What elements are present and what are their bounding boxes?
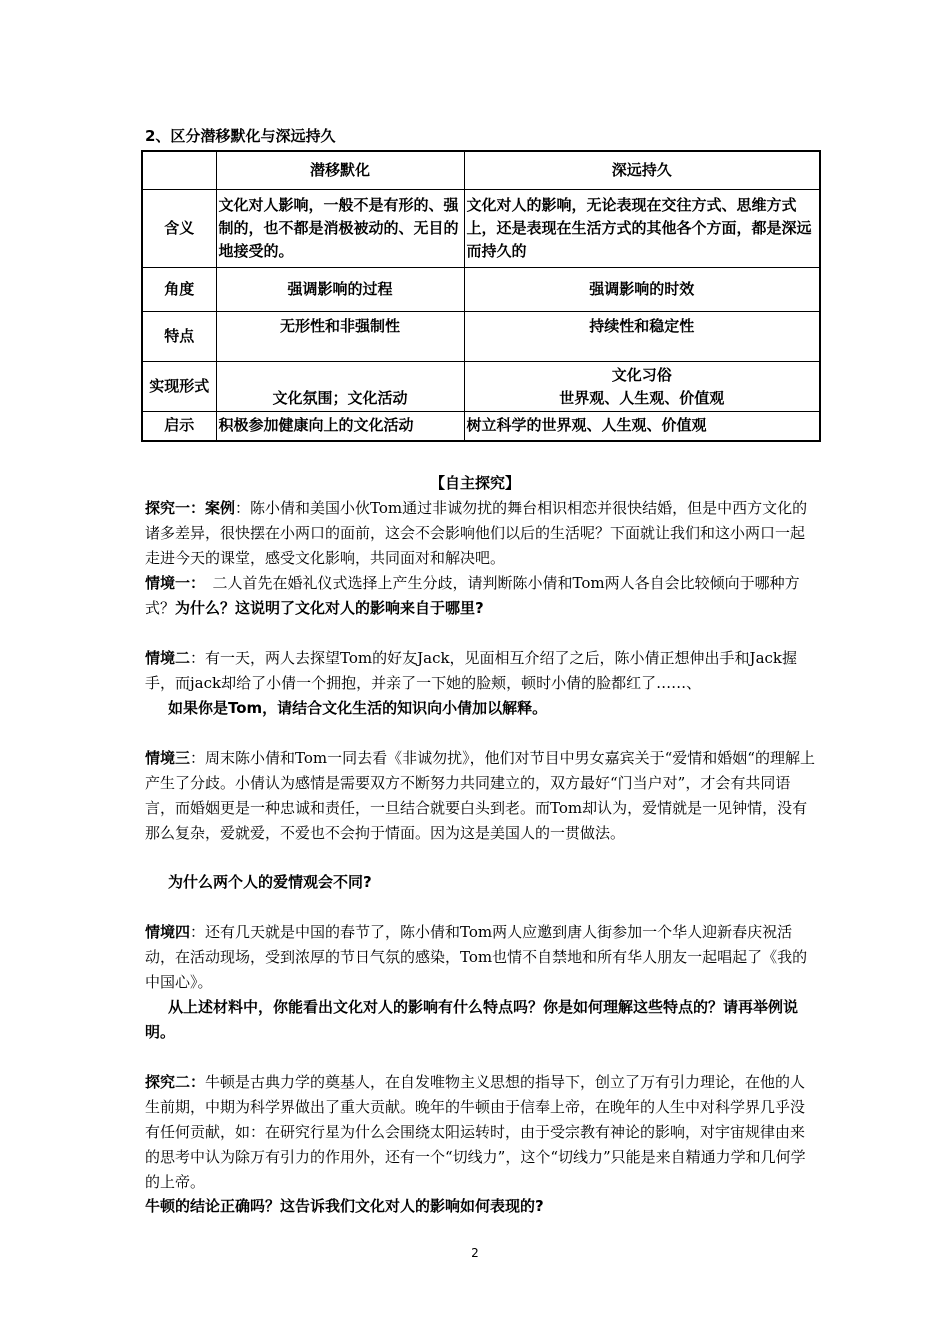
table-header-row bbox=[142, 151, 820, 189]
explore1-text: ：陈小倩和美国小伙Tom通过非诚勿扰的舞台相识相恋并很快结婚，但是中西方文化的诸多差异，很快摆在小两口的面前，这会不会影响他们以后的生活呢？下面就让我们和这小两口一起走进今天的课堂，感受文化影响，共同面对和解决吧。 bbox=[145, 499, 808, 567]
cell-text: 世界观、人生观、价值观 bbox=[559, 388, 725, 407]
explore2-paragraph bbox=[145, 1070, 815, 1195]
row-label: 含义 bbox=[142, 189, 216, 267]
scene1-text: 二人首先在婚礼仪式选择上产生分歧，请判断陈小倩和Tom两人各自会比较倾向于哪种方式？ bbox=[145, 574, 800, 617]
row-label: 实现形式 bbox=[142, 361, 216, 411]
scene1-label: 情境一： bbox=[145, 574, 198, 592]
table-row bbox=[142, 267, 820, 311]
table-cell: 强调影响的时效 bbox=[464, 267, 820, 311]
scene1-paragraph bbox=[145, 571, 815, 621]
table-cell bbox=[464, 361, 820, 411]
section-title: 2、区分潜移默化与深远持久 bbox=[145, 127, 336, 145]
table-row bbox=[142, 411, 820, 441]
scene2-label: 情境二 bbox=[145, 649, 191, 667]
scene3-label: 情境三 bbox=[145, 749, 191, 767]
scene3-question: 为什么两个人的爱情观会不同? bbox=[168, 873, 372, 891]
page-number: 2 bbox=[471, 1246, 479, 1260]
table-cell: 积极参加健康向上的文化活动 bbox=[216, 411, 464, 441]
inquiry-heading: 【自主探究】 bbox=[429, 474, 520, 492]
row-label: 特点 bbox=[142, 311, 216, 361]
scene4-text: ：还有几天就是中国的春节了，陈小倩和Tom两人应邀到唐人街参加一个华人迎新春庆祝活动，在活动现场，受到浓厚的节日气氛的感染，Tom也情不自禁地和所有华人朋友一起唱起了《我的中国心》。 bbox=[145, 923, 808, 991]
scene2-text: ：有一天，两人去探望Tom的好友Jack，见面相互介绍了之后，陈小倩正想伸出手和Jack握手，而jack却给了小倩一个拥抱，并亲了一下她的脸颊，顿时小倩的脸都红了……、 bbox=[145, 649, 798, 692]
scene4-question: 从上述材料中，你能看出文化对人的影响有什么特点吗？你是如何理解这些特点的？请再举例说明。 bbox=[145, 998, 799, 1041]
table-row bbox=[142, 189, 820, 267]
scene3-paragraph bbox=[145, 746, 815, 846]
scene2-question: 如果你是Tom，请结合文化生活的知识向小倩加以解释。 bbox=[168, 699, 548, 717]
table-cell: 文化对人的影响，无论表现在交往方式、思维方式上，还是表现在生活方式的其他各个方面，都是深远而持久的 bbox=[464, 189, 820, 267]
scene3-text: ：周末陈小倩和Tom一同去看《非诚勿扰》，他们对节目中男女嘉宾关于“爱情和婚姻“的理解上产生了分歧。小倩认为感情是需要双方不断努力共同建立的，双方最好“门当户对”，才会有共同语言，而婚姻更是一种忠诚和责任，一旦结合就要白头到老。而Tom却认为，爱情就是一见钟情，没有那么复杂，爱就爱，不爱也不会拘于情面。因为这是美国人的一贯做法。 bbox=[145, 749, 815, 842]
cell-text: 文化氛围；文化活动 bbox=[272, 388, 408, 407]
table-row bbox=[142, 361, 820, 411]
explore1-label: 探究一：案例 bbox=[145, 499, 236, 517]
cell-text: 文化习俗 bbox=[611, 365, 672, 384]
scene4-label: 情境四 bbox=[145, 923, 191, 941]
table-header-qianyi: 潜移默化 bbox=[216, 151, 464, 189]
table-row bbox=[142, 311, 820, 361]
table-header-empty bbox=[142, 151, 216, 189]
explore2-label: 探究二： bbox=[145, 1073, 206, 1091]
table-cell: 强调影响的过程 bbox=[216, 267, 464, 311]
table-cell: 无形性和非强制性 bbox=[216, 311, 464, 361]
explore2-question: 牛顿的结论正确吗？这告诉我们文化对人的影响如何表现的? bbox=[145, 1197, 544, 1215]
table-header-shenyuan: 深远持久 bbox=[464, 151, 820, 189]
table-cell bbox=[216, 361, 464, 411]
scene2-paragraph bbox=[145, 646, 815, 696]
row-label: 角度 bbox=[142, 267, 216, 311]
explore2-text: 牛顿是古典力学的奠基人，在自发唯物主义思想的指导下，创立了万有引力理论，在他的人生前期，中期为科学界做出了重大贡献。晚年的牛顿由于信奉上帝，在晚年的人生中对科学界几乎没有任何贡献，如：在研究行星为什么会围绕太阳运转时，由于受宗教有神论的影响，对宇宙规律由来的思考中认为除万有引力的作用外，还有一个“切线力”，这个“切线力”只能是来自精通力学和几何学的上帝。 bbox=[145, 1073, 806, 1191]
row-label: 启示 bbox=[142, 411, 216, 441]
scene4-paragraph bbox=[145, 920, 815, 995]
table-cell: 树立科学的世界观、人生观、价值观 bbox=[464, 411, 820, 441]
explore1-paragraph bbox=[145, 496, 815, 571]
comparison-table bbox=[141, 150, 821, 442]
table-cell: 持续性和稳定性 bbox=[464, 311, 820, 361]
scene1-question: 为什么？这说明了文化对人的影响来自于哪里? bbox=[175, 599, 484, 617]
table-cell: 文化对人影响，一般不是有形的、强制的，也不都是消极被动的、无目的地接受的。 bbox=[216, 189, 464, 267]
